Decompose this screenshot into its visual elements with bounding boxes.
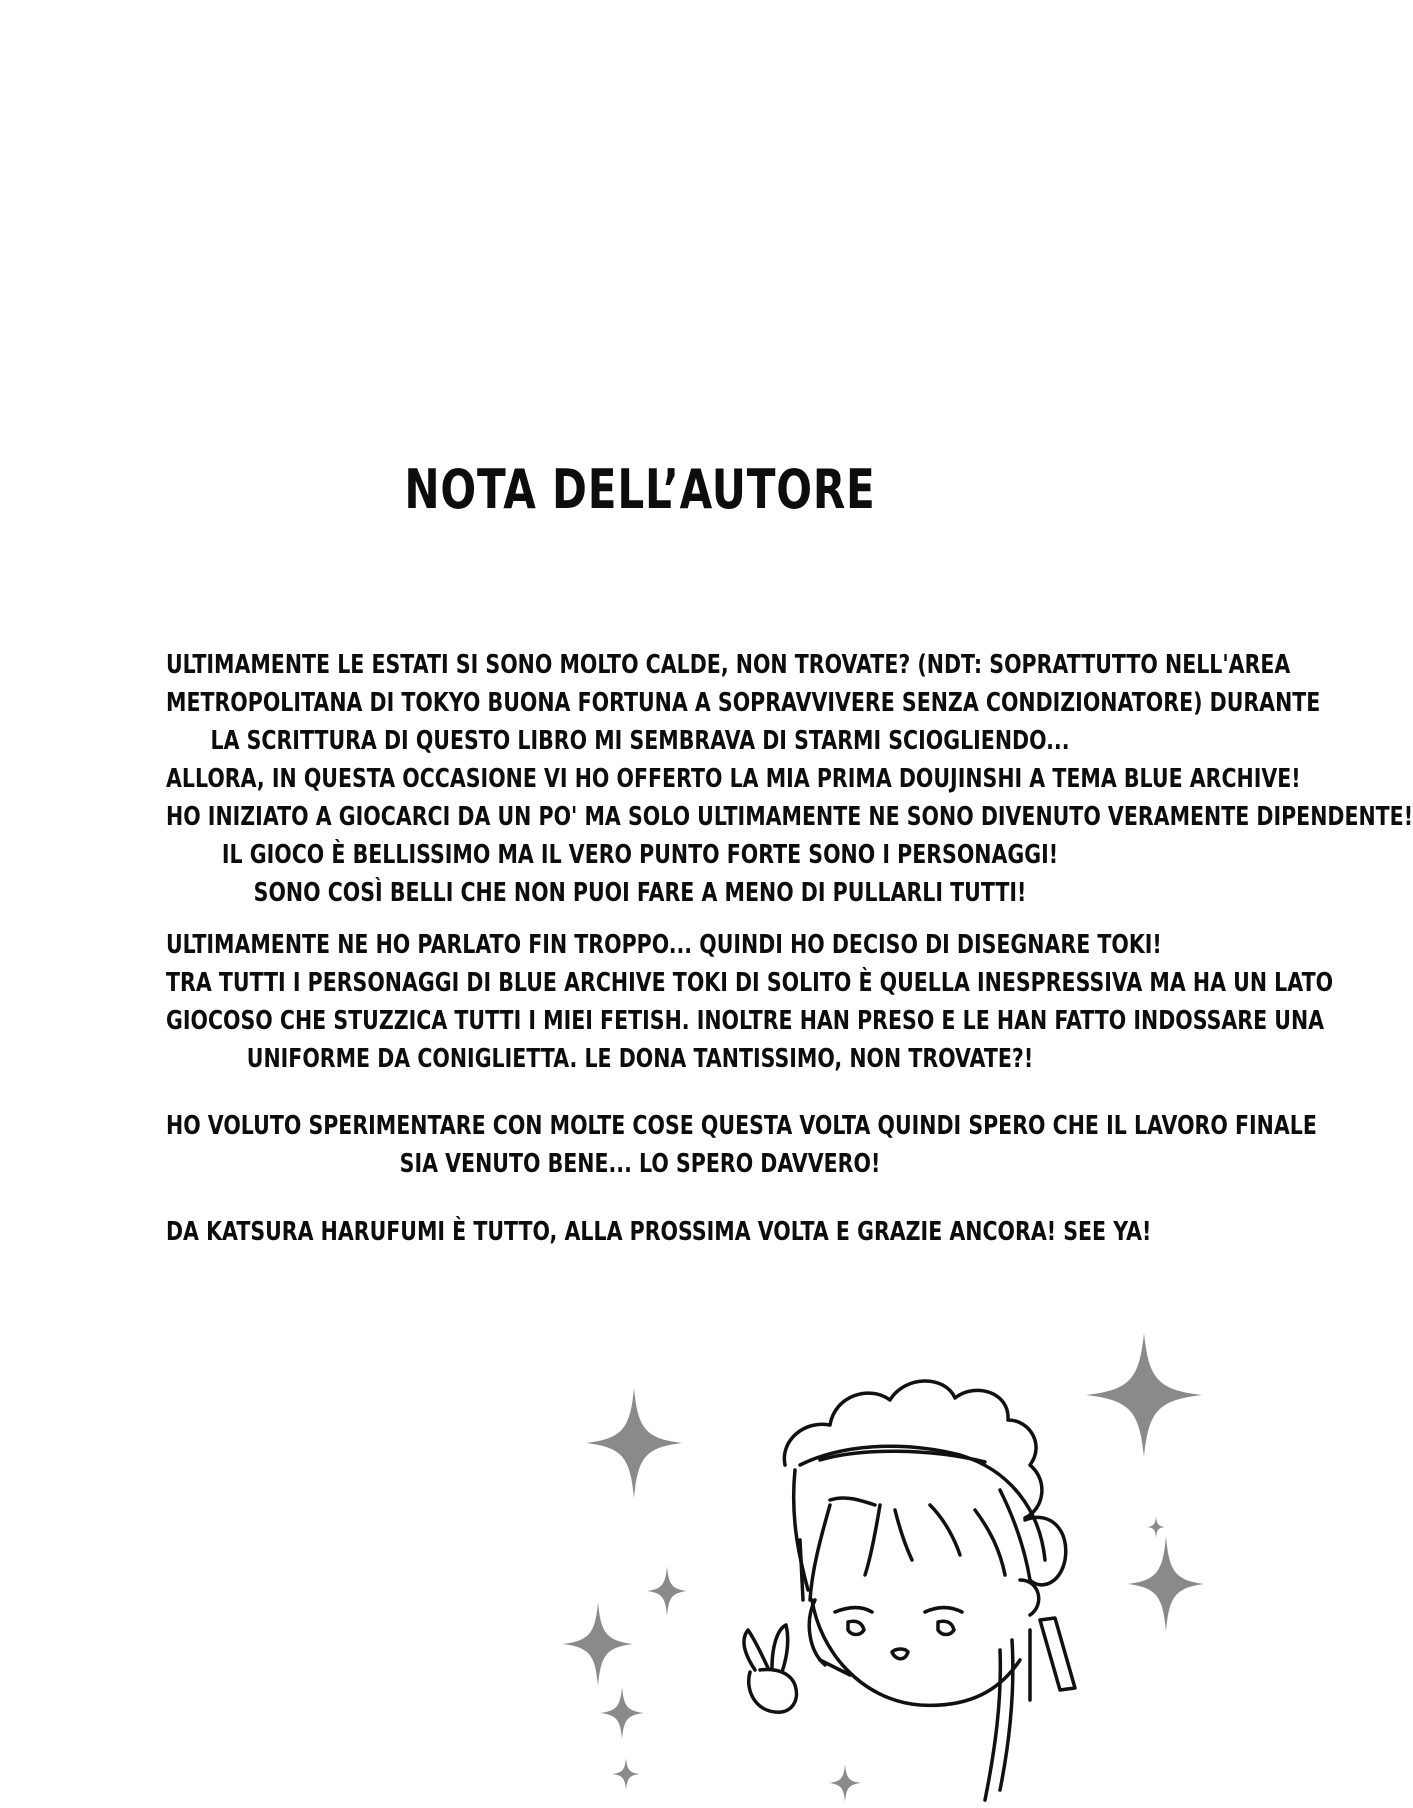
paragraph-line: UNIFORME DA CONIGLIETTA. LE DONA TANTISSIMO, NON TROVATE?! (246, 1044, 1034, 1074)
paragraph-line: SIA VENUTO BENE... LO SPERO DAVVERO! (399, 1149, 881, 1179)
sparkle-icon (1086, 1333, 1202, 1457)
paragraph-line: IL GIOCO È BELLISSIMO MA IL VERO PUNTO FORTE SONO I PERSONAGGI! (221, 840, 1059, 870)
paragraph-1 (166, 646, 1413, 912)
paragraph-line: DA KATSURA HARUFUMI È TUTTO, ALLA PROSSIMA VOLTA E GRAZIE ANCORA! SEE YA! (166, 1217, 1152, 1247)
paragraph-line: LA SCRITTURA DI QUESTO LIBRO MI SEMBRAVA DI STARMI SCIOGLIENDO... (210, 726, 1070, 756)
paragraph-3 (166, 1107, 1317, 1183)
paragraph-2 (166, 926, 1334, 1078)
paragraph-line: ALLORA, IN QUESTA OCCASIONE VI HO OFFERTO LA MIA PRIMA DOUJINSHI A TEMA BLUE ARCHIVE! (166, 764, 1301, 794)
sparkle-icon (647, 1566, 687, 1616)
paragraph-line: ULTIMAMENTE LE ESTATI SI SONO MOLTO CALDE, NON TROVATE? (NDT: SOPRATTUTTO NELL'AREA (166, 650, 1291, 680)
paragraph-line: SONO COSÌ BELLI CHE NON PUOI FARE A MENO DI PULLARLI TUTTI! (253, 878, 1027, 908)
paragraph-line: GIOCOSO CHE STUZZICA TUTTI I MIEI FETISH. INOLTRE HAN PRESO E LE HAN FATTO INDOSSARE UNA (166, 1006, 1325, 1036)
sparkle-icons (563, 1333, 1204, 1802)
chibi-character (744, 1381, 1075, 1800)
sparkle-icon (563, 1602, 633, 1686)
sparkle-icon (829, 1764, 861, 1802)
paragraph-line: HO INIZIATO A GIOCARCI DA UN PO' MA SOLO ULTIMAMENTE NE SONO DIVENUTO VERAMENTE DIPENDENTE! (166, 802, 1413, 832)
sparkle-icon (600, 1687, 644, 1739)
paragraph-line: HO VOLUTO SPERIMENTARE CON MOLTE COSE QUESTA VOLTA QUINDI SPERO CHE IL LAVORO FINALE (166, 1111, 1317, 1141)
sparkle-icon (586, 1388, 682, 1498)
paragraph-line: TRA TUTTI I PERSONAGGI DI BLUE ARCHIVE TOKI DI SOLITO È QUELLA INESPRESSIVA MA HA UN LATO (166, 968, 1334, 998)
paragraph-4 (166, 1213, 1152, 1251)
sparkle-icon (612, 1758, 640, 1790)
sparkle-icon (1147, 1516, 1165, 1538)
sparkle-icon (1128, 1536, 1204, 1632)
page-title: NOTA DELL’AUTORE (404, 458, 876, 521)
paragraph-line: METROPOLITANA DI TOKYO BUONA FORTUNA A SOPRAVVIVERE SENZA CONDIZIONATORE) DURANTE (166, 688, 1321, 718)
paragraph-line: ULTIMAMENTE NE HO PARLATO FIN TROPPO... QUINDI HO DECISO DI DISEGNARE TOKI! (166, 930, 1162, 960)
